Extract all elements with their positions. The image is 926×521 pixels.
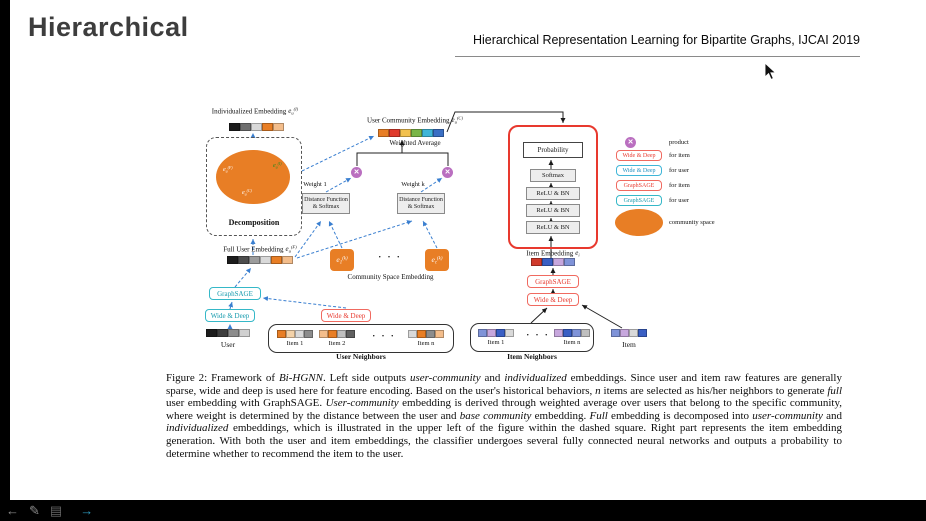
full-user-embedding-label: Full User Embedding $e_u^{(F)}$ [223, 245, 297, 254]
slide-title: Hierarchical [28, 12, 189, 42]
relu-bn-box: ReLU & BN [526, 221, 580, 234]
weight-k-label: Weight k [401, 181, 425, 188]
item1-right-blocks [478, 329, 514, 337]
decomposition-label: Decomposition [228, 218, 280, 227]
multiply-icon: ✕ [351, 167, 362, 178]
decomposition-eui-label: $e_u^{(I)}$ [273, 162, 282, 170]
slide-canvas [10, 0, 926, 500]
multiply-icon: ✕ [442, 167, 453, 178]
legend-product-icon: ✕ [625, 137, 636, 148]
item-neighbors-label: Item Neighbors [507, 352, 557, 361]
wide-deep-item-box: Wide & Deep [527, 293, 579, 306]
user-community-embedding-blocks [378, 129, 444, 137]
ellipsis-dots: · · · [372, 331, 396, 341]
softmax-box: Softmax [530, 169, 576, 182]
community-space-embedding-label: Community Space Embedding [347, 273, 434, 281]
distance-function-box: Distance Function & Softmax [302, 193, 350, 214]
ellipsis-dots: · · · [526, 330, 550, 340]
legend-community-space-label: community space [669, 219, 715, 226]
legend-community-space-icon [615, 209, 663, 236]
legend-wide-deep-item-box: Wide & Deep [616, 150, 662, 161]
user-community-embedding-label: User Community Embedding $e_u^{(C)}$ [367, 116, 463, 125]
mouse-cursor [764, 62, 777, 81]
community-space-ellipse [216, 150, 290, 204]
slide-panel-icon[interactable]: ▤ [49, 503, 63, 518]
community-embedding-cell-1: $e_1^{(k)}$ [330, 249, 354, 271]
item2-left-label: Item 2 [328, 340, 346, 347]
community-embedding-cell-c: $e_c^{(k)}$ [425, 249, 449, 271]
legend-wide-deep-user-label: for user [669, 167, 690, 174]
header-underline [455, 56, 860, 57]
nav-back-icon[interactable]: ← [6, 503, 19, 518]
wide-deep-item-left-box: Wide & Deep [321, 309, 371, 322]
wide-deep-user-box: Wide & Deep [205, 309, 255, 322]
graphsage-user-box: GraphSAGE [209, 287, 261, 300]
item1-left-label: Item 1 [286, 340, 304, 347]
relu-bn-box: ReLU & BN [526, 187, 580, 200]
itemn-right-label: Item n [563, 339, 581, 346]
annotate-pen-icon[interactable]: ✎ [29, 503, 40, 518]
slide-subtitle: Hierarchical Representation Learning for Bipartite Graphs, IJCAI 2019 [472, 33, 860, 47]
decomposition-euf-label: $e_u^{(F)}$ [223, 166, 233, 174]
item-label: Item [622, 340, 636, 349]
nav-forward-icon[interactable]: → [80, 503, 94, 518]
item-embedding-blocks [531, 258, 575, 266]
weighted-average-label: Weighted Average [389, 139, 441, 147]
distance-function-box: Distance Function & Softmax [397, 193, 445, 214]
weight-1-label: Weight 1 [303, 181, 327, 188]
ellipsis-dots: · · · [378, 252, 402, 262]
full-user-embedding-blocks [227, 256, 293, 264]
item2-left-blocks [319, 330, 355, 338]
user-label: User [220, 340, 236, 349]
itemn-left-label: Item n [417, 340, 435, 347]
legend-wide-deep-item-label: for item [669, 152, 690, 159]
legend-product-label: product [669, 139, 689, 146]
individualized-embedding-label: Individualized Embedding $e_u^{(I)}$ [211, 107, 299, 116]
user-feature-blocks [206, 329, 250, 337]
presenter-toolbar [0, 500, 926, 521]
legend-graphsage-user-box: GraphSAGE [616, 195, 662, 206]
user-neighbors-label: User Neighbors [336, 352, 386, 361]
relu-bn-box: ReLU & BN [526, 204, 580, 217]
probability-box: Probability [523, 142, 583, 158]
legend-graphsage-item-box: GraphSAGE [616, 180, 662, 191]
decomposition-euc-label: $e_u^{(C)}$ [242, 189, 252, 197]
item-embedding-label: Item Embedding $e_i$ [526, 249, 580, 258]
item1-right-label: Item 1 [487, 339, 505, 346]
legend-graphsage-user-label: for user [669, 197, 690, 204]
itemn-left-blocks [408, 330, 444, 338]
graphsage-item-box: GraphSAGE [527, 275, 579, 288]
item-feature-blocks [611, 329, 647, 337]
item1-left-blocks [277, 330, 313, 338]
legend-wide-deep-user-box: Wide & Deep [616, 165, 662, 176]
legend-graphsage-item-label: for item [669, 182, 690, 189]
figure-caption: Figure 2: Framework of Bi-HGNN. Left side outputs user-community and individualized embeddings. Since user and item raw features are generally sparse, wide and deep is used here for feature encoding. Based on the user's historical behaviors, n items are selected as his/her neighbors to generate full user embedding with GraphSAGE. User-community embedding is derived through weighted average over users that belong to the specific community, where weight is determined by the distance between the user and base community embedding. Full embedding is decomposed into user-community and individualized embeddings, which is illustrated in the upper left of the figure within the dashed square. Right part represents the item embedding generation. With both the user and item embeddings, the classifier undergoes several fully connected neural networks and outputs a probability to determine whether to recommend the item to the user. [166, 372, 842, 460]
individualized-embedding-blocks [229, 123, 284, 131]
itemn-right-blocks [554, 329, 590, 337]
